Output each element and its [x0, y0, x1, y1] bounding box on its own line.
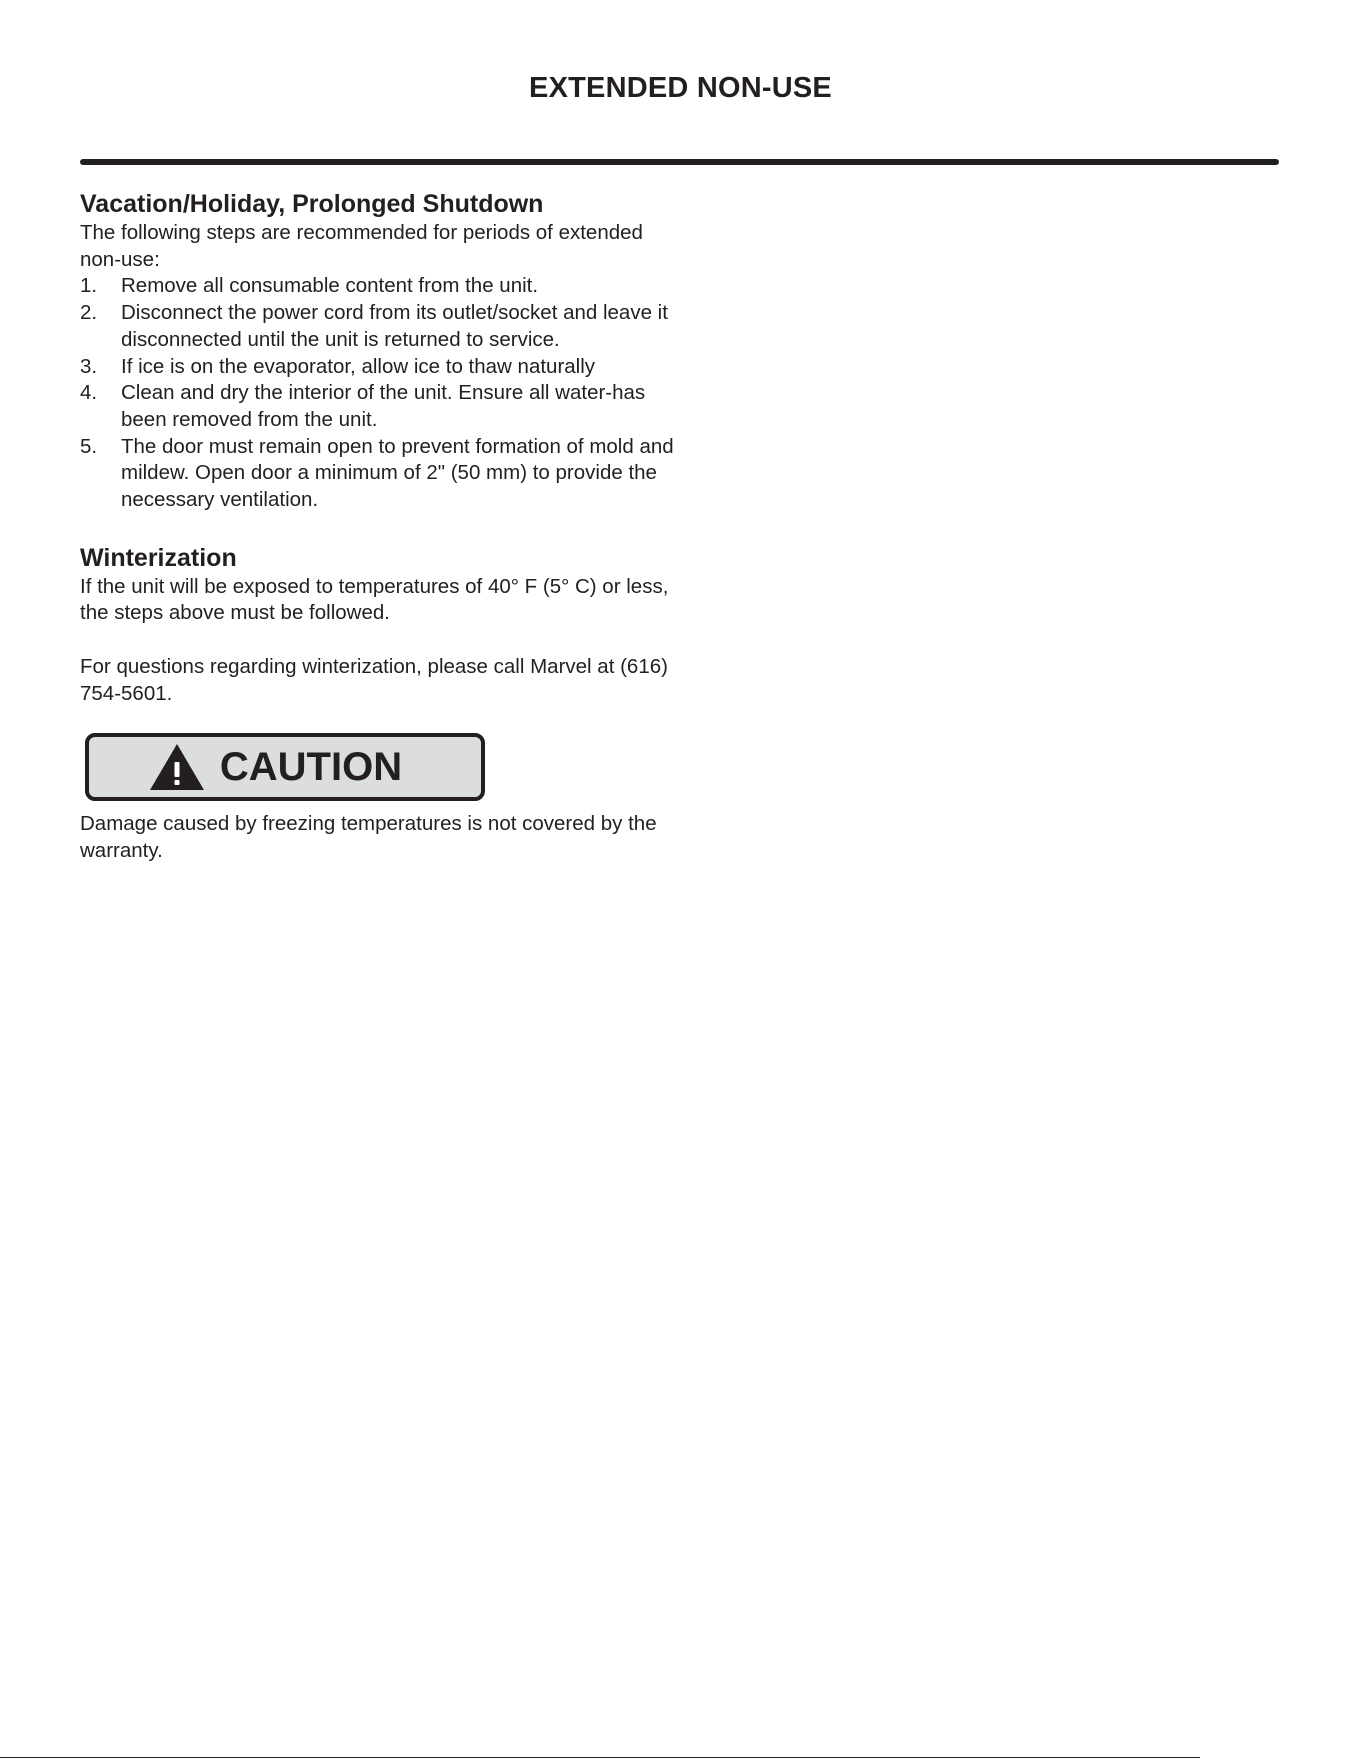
- step-number: 5.: [80, 434, 98, 458]
- step-number: 2.: [80, 301, 98, 325]
- vacation-steps-list: [80, 273, 680, 513]
- winterization-paragraph: If the unit will be exposed to temperatures of 40° F (5° C) or less, the steps above must be followed.: [80, 574, 669, 625]
- content-column: [80, 188, 680, 865]
- vacation-intro: The following steps are recommended for periods of extended non-use:: [80, 221, 643, 271]
- list-item: [80, 300, 680, 353]
- winterization-heading: Winterization: [80, 543, 237, 572]
- step-number: 1.: [80, 274, 98, 298]
- caution-banner: [85, 733, 485, 801]
- vacation-heading: Vacation/Holiday, Prolonged Shutdown: [80, 190, 544, 218]
- step-text: If ice is on the evaporator, allow ice to thaw naturally: [121, 354, 596, 378]
- bottom-divider: [0, 1757, 1200, 1758]
- warning-triangle-icon: [148, 742, 206, 792]
- winterization-contact: For questions regarding winterization, please call Marvel at (616) 754-5601.: [80, 654, 668, 705]
- step-text: Disconnect the power cord from its outlet/socket and leave it disconnected until the unit is returned to service.: [121, 301, 668, 351]
- step-number: 4.: [80, 381, 98, 405]
- caution-label: CAUTION: [219, 745, 403, 790]
- step-text: Remove all consumable content from the unit.: [121, 274, 539, 298]
- list-item: [80, 273, 680, 300]
- list-item: [80, 354, 680, 381]
- list-item: [80, 380, 680, 433]
- title-divider: [80, 159, 1279, 165]
- page-title: EXTENDED NON-USE: [529, 72, 832, 104]
- caution-message: Damage caused by freezing temperatures is not covered by the warranty.: [80, 812, 657, 862]
- step-number: 3.: [80, 354, 98, 378]
- list-item: [80, 434, 680, 514]
- step-text: Clean and dry the interior of the unit. Ensure all water-has been removed from the unit.: [121, 381, 646, 431]
- step-text: The door must remain open to prevent formation of mold and mildew. Open door a minimum of 2" (50 mm) to provide the necessary ventilation.: [121, 434, 674, 512]
